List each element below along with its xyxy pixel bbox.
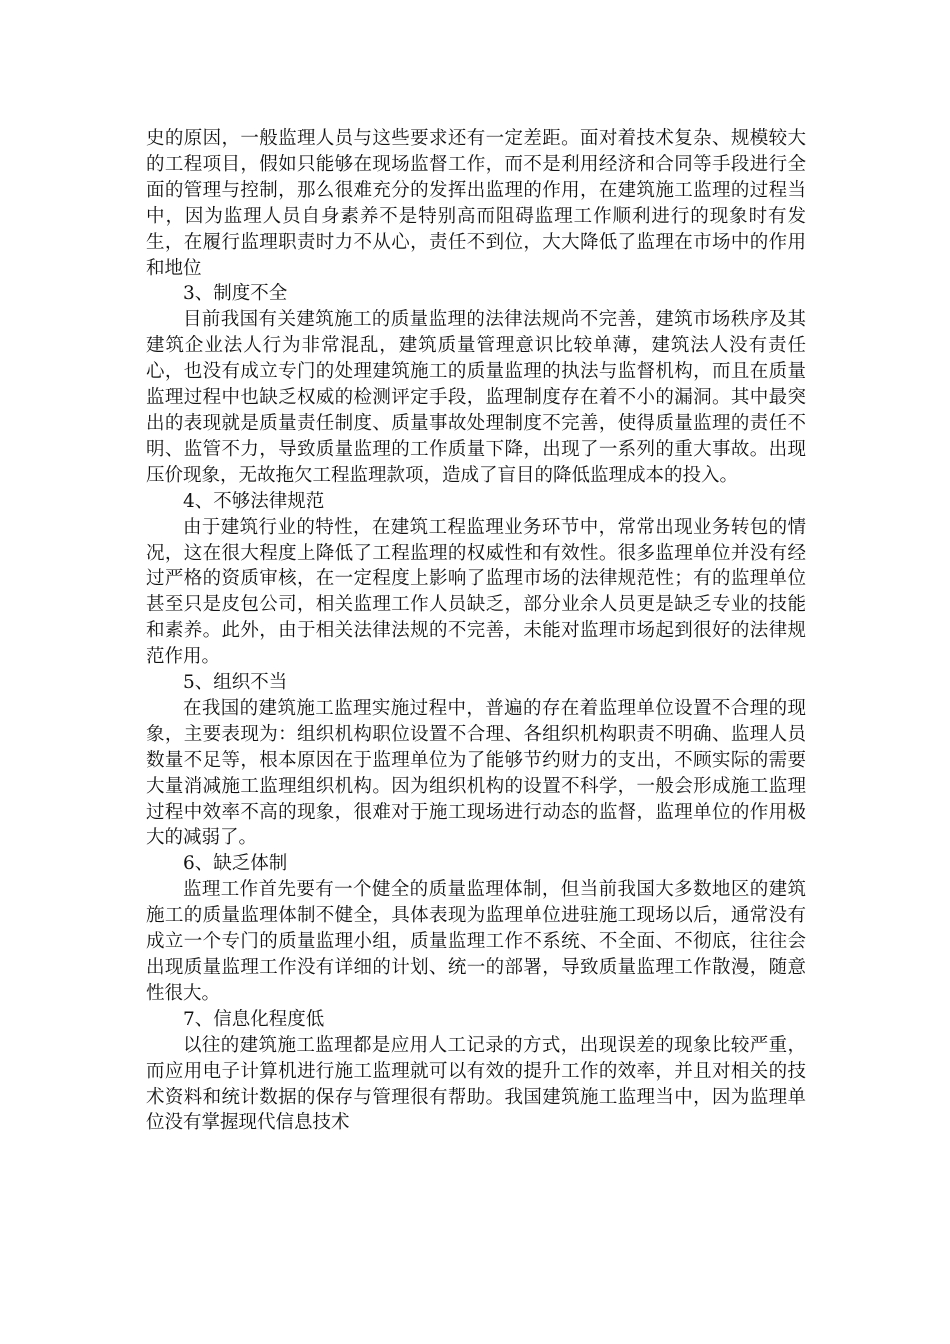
- section-heading-5: 5、组织不当: [183, 672, 288, 694]
- paragraph-intro-continued: 史的原因，一般监理人员与这些要求还有一定差距。面对着技术复杂、规模较大的工程项目，假如只能够在现场监督工作，而不是利用经济和合同等手段进行全面的管理与控制，那么很难充分的发挥出监理的作用，在建筑施工监理的过程当中，因为监理人员自身素养不是特别高而阻碍监理工作顺利进行的现象时有发生，在履行监理职责时力不从心，责任不到位，大大降低了监理在市场中的作用和地位: [146, 128, 806, 279]
- paragraph-section-4: 由于建筑行业的特性，在建筑工程监理业务环节中，常常出现业务转包的情况，这在很大程度上降低了工程监理的权威性和有效性。很多监理单位并没有经过严格的资质审核，在一定程度上影响了监理市场的法律规范性；有的监理单位甚至只是皮包公司，相关监理工作人员缺乏，部分业余人员更是缺乏专业的技能和素养。此外，由于相关法律法规的不完善，未能对监理市场起到很好的法律规范作用。: [146, 516, 806, 668]
- section-heading-4: 4、不够法律规范: [183, 490, 325, 512]
- paragraph-section-6: 监理工作首先要有一个健全的质量监理体制，但当前我国大多数地区的建筑施工的质量监理体制不健全，具体表现为监理单位进驻施工现场以后，通常没有成立一个专门的质量监理小组，质量监理工作不系统、不全面、不彻底，往往会出现质量监理工作没有详细的计划、统一的部署，导致质量监理工作散漫，随意性很大。: [146, 879, 806, 1004]
- section-heading-6: 6、缺乏体制: [183, 853, 288, 875]
- section-heading-7: 7、信息化程度低: [183, 1008, 325, 1030]
- section-heading-3: 3、制度不全: [183, 283, 288, 305]
- paragraph-section-5: 在我国的建筑施工监理实施过程中，普遍的存在着监理单位设置不合理的现象，主要表现为：组织机构职位设置不合理、各组织机构职责不明确、监理人员数量不足等，根本原因在于监理单位为了能够节约财力的支出，不顾实际的需要大量消减施工监理组织机构。因为组织机构的设置不科学，一般会形成施工监理过程中效率不高的现象，很难对于施工现场进行动态的监督，监理单位的作用极大的减弱了。: [146, 697, 806, 849]
- paragraph-section-3: 目前我国有关建筑施工的质量监理的法律法规尚不完善，建筑市场秩序及其建筑企业法人行为非常混乱，建筑质量管理意识比较单薄，建筑法人没有责任心，也没有成立专门的处理建筑施工的质量监理的执法与监督机构，而且在质量监理过程中也缺乏权威的检测评定手段，监理制度存在着不小的漏洞。其中最突出的表现就是质量责任制度、质量事故处理制度不完善，使得质量监理的责任不明、监管不力，导致质量监理的工作质量下降，出现了一系列的重大事故。出现压价现象，无故拖欠工程监理款项，造成了盲目的降低监理成本的投入。: [146, 309, 806, 486]
- document-page: [146, 126, 806, 1136]
- paragraph-section-7: 以往的建筑施工监理都是应用人工记录的方式，出现误差的现象比较严重，而应用电子计算机进行施工监理就可以有效的提升工作的效率，并且对相关的技术资料和统计数据的保存与管理很有帮助。我国建筑施工监理当中，因为监理单位没有掌握现代信息技术: [146, 1034, 806, 1134]
